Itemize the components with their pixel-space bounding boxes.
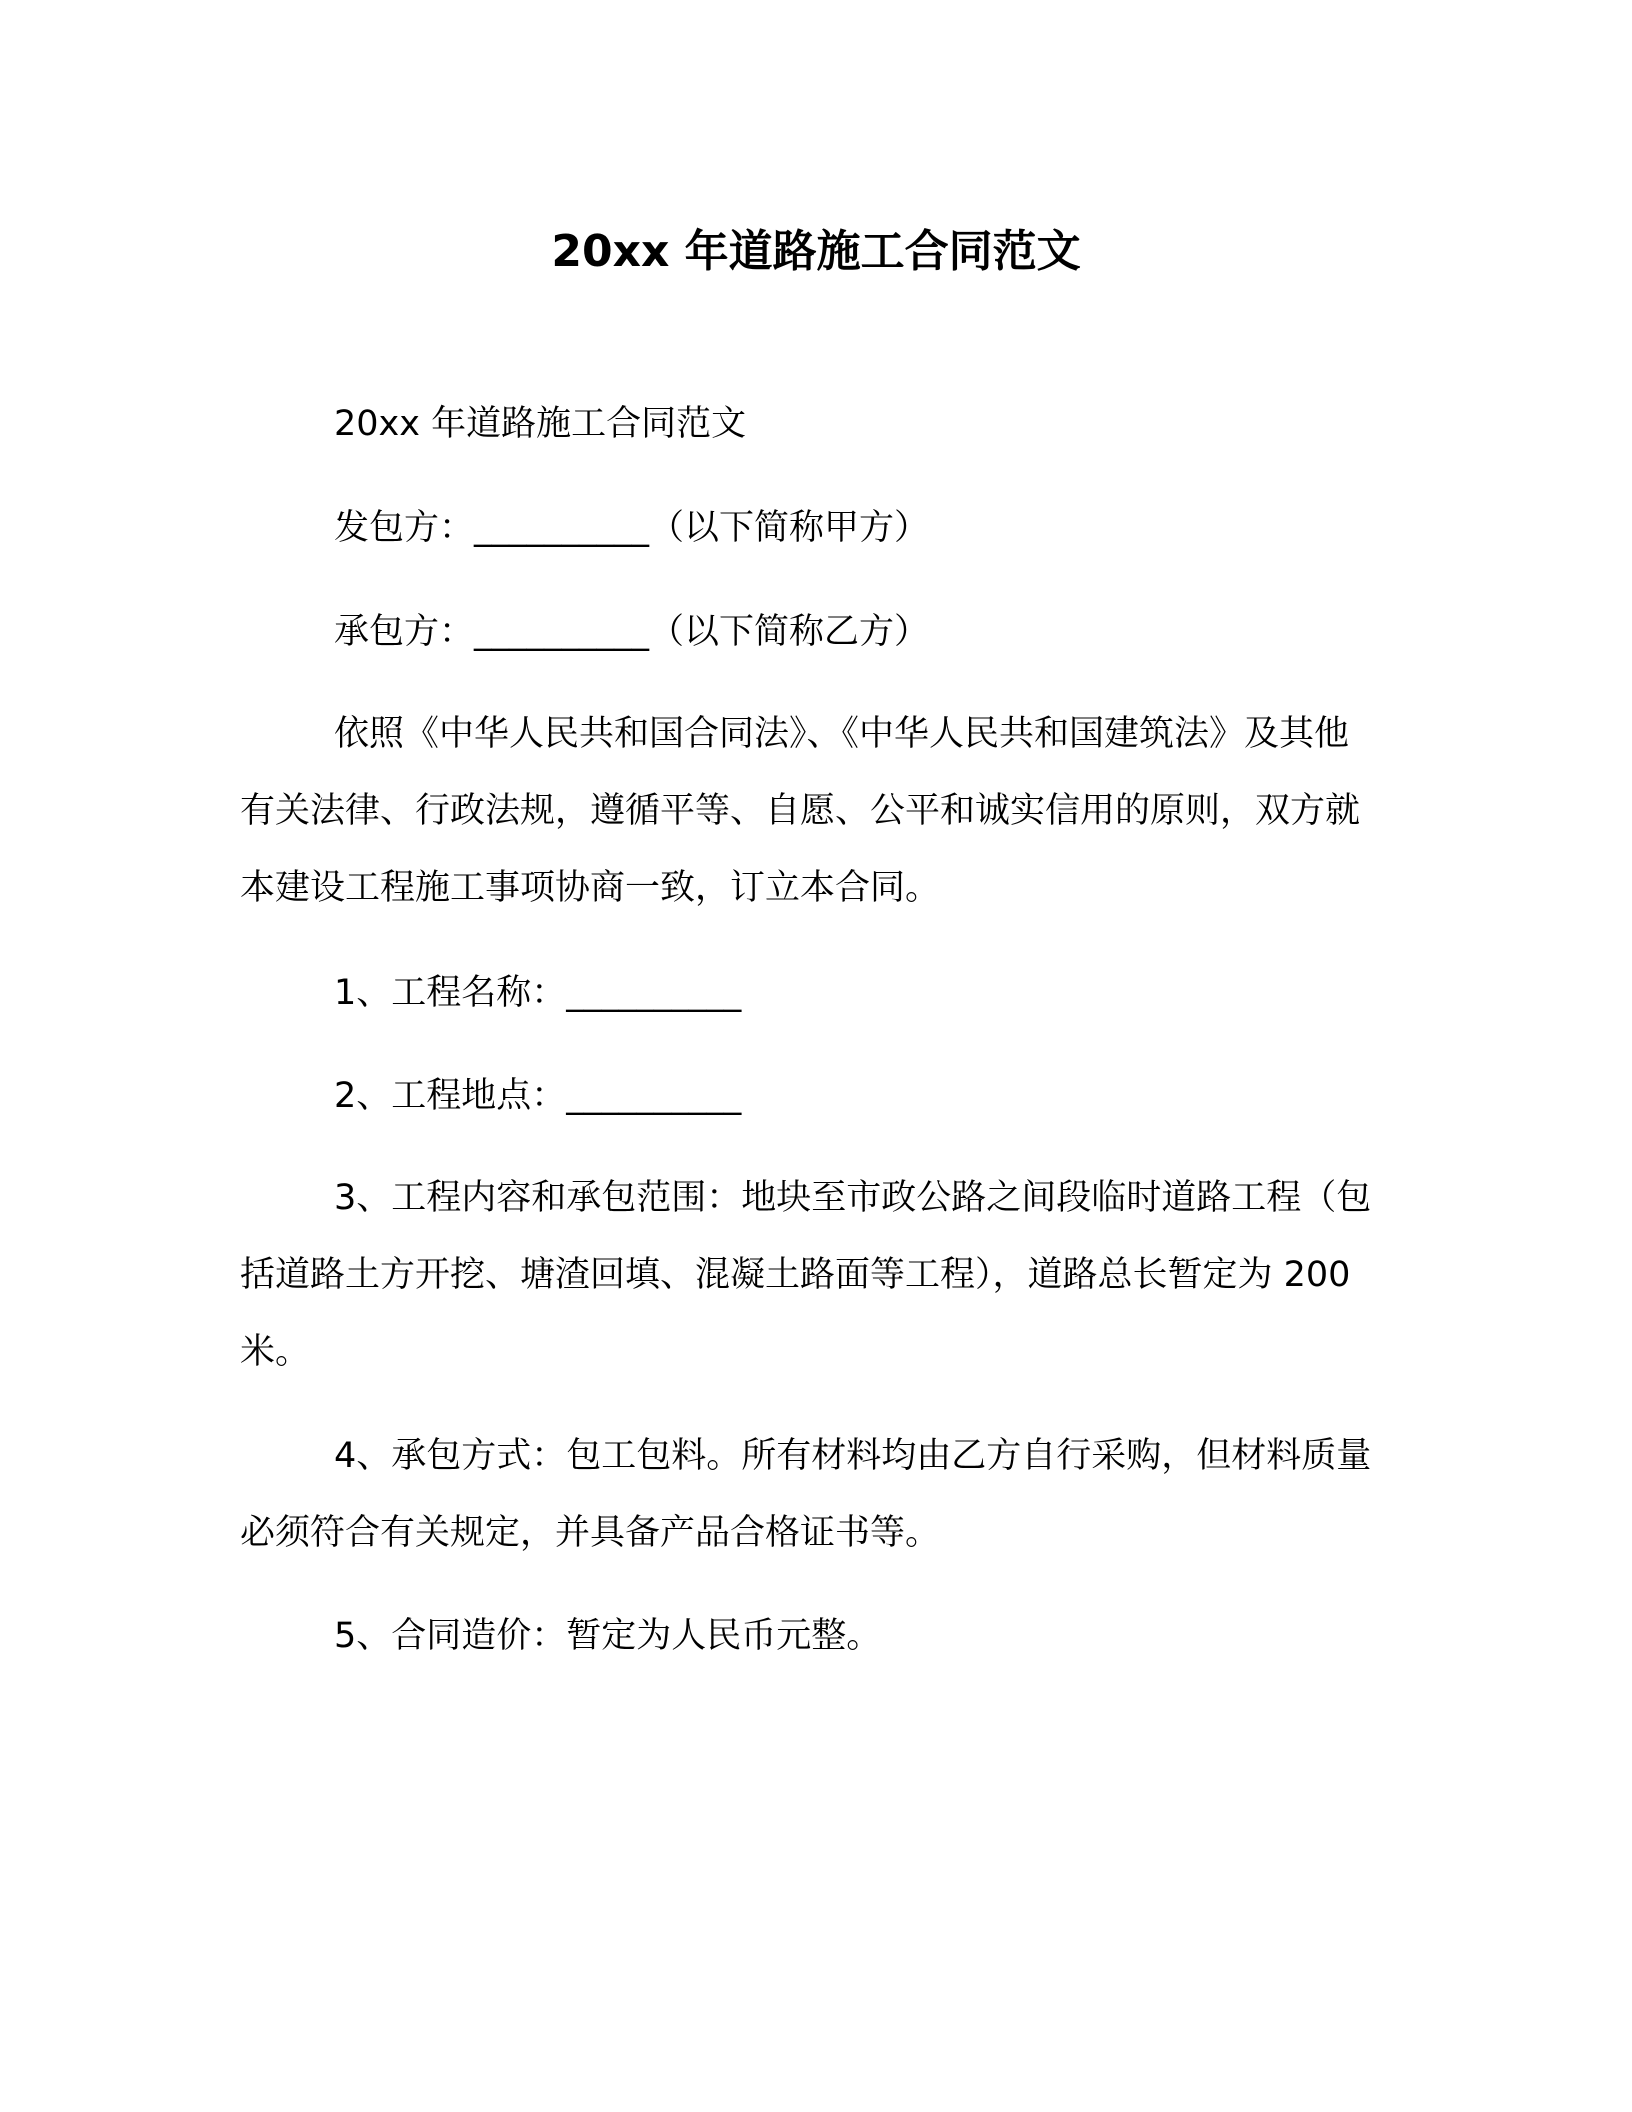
paragraph-subtitle: 20xx 年道路施工合同范文 [334,404,747,444]
paragraph-contractor: 承包方：__________（以下简称乙方） [334,612,930,652]
paragraph-item-1: 1、工程名称：__________ [334,973,742,1013]
paragraph-item-3: 3、工程内容和承包范围：地块至市政公路之间段临时道路工程（包括道路土方开挖、塘渣回填、混凝土路面等工程），道路总长暂定为 200 米。 [240,1178,1372,1372]
paragraph-item-5: 5、合同造价：暂定为人民币元整。 [334,1616,882,1656]
paragraph-item-4: 4、承包方式：包工包料。所有材料均由乙方自行采购，但材料质量必须符合有关规定，并具备产品合格证书等。 [240,1436,1372,1553]
paragraph-item-2: 2、工程地点：__________ [334,1076,742,1116]
paragraph-employer: 发包方：__________（以下简称甲方） [334,508,930,548]
paragraph-preamble: 依照《中华人民共和国合同法》、《中华人民共和国建筑法》及其他有关法律、行政法规，遵循平等、自愿、公平和诚实信用的原则，双方就本建设工程施工事项协商一致，订立本合同。 [240,714,1361,908]
document-title: 20xx 年道路施工合同范文 [551,226,1081,277]
